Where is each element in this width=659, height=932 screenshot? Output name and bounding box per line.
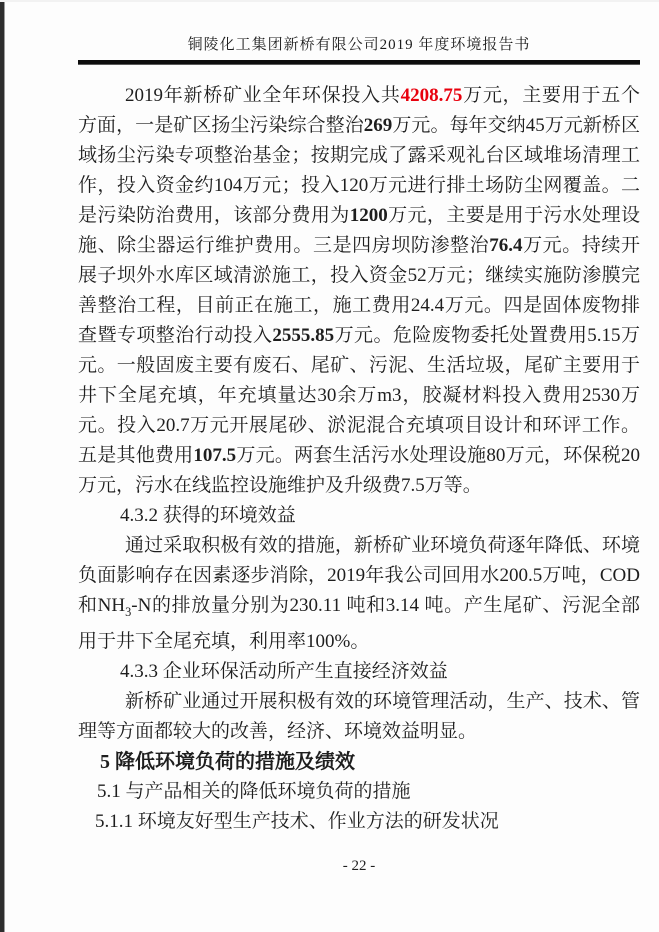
- text-segment: 万元。每年交纳45万元新桥区域扬尘污染专项整治基金；按期完成了露采观礼台区域堆场清理工作，投入资金约104万元；投入120万元进行排土场防尘网覆盖。二是污染防治费用，该部分费用为: [78, 115, 640, 226]
- page-header-title: 铜陵化工集团新桥有限公司2019 年度环境报告书: [187, 37, 531, 53]
- text-segment: 新桥矿业通过开展积极有效的环境管理活动，生产、技术、管理等方面都较大的改善，经济、环境效益明显。: [78, 690, 640, 742]
- text-segment: -N的排放量分别为230.11 吨和3.14 吨。产生尾矿、污泥全部用于井下全尾充填，利用率100%。: [78, 595, 640, 652]
- text-segment: 76.4: [489, 235, 523, 256]
- scan-border-left: [0, 0, 5, 932]
- document-body: [78, 81, 640, 837]
- heading-5-1: 5.1 与产品相关的降低环境负荷的措施: [97, 780, 411, 802]
- para-env-benefit: [78, 531, 640, 657]
- text-segment: 2019年新桥矿业全年环保投入共: [125, 85, 401, 106]
- text-segment: 107.5: [193, 445, 237, 466]
- text-segment: 万元，主要是用于污水处理设施、除尘器运行维护费用。三是四房坝防渗整治: [78, 205, 640, 256]
- text-segment: 万元。两套生活污水处理设施80万元，环保税20万元，污水在线监控设施维护及升级费7.5万等。: [78, 445, 640, 496]
- text-segment: 3: [125, 604, 132, 619]
- heading-5: 5 降低环境负荷的措施及绩效: [100, 750, 355, 773]
- text-segment: 4208.75: [400, 85, 463, 106]
- text-segment: 万元，主要用于五个方面，一是矿区扬尘污染综合整治: [78, 85, 640, 136]
- heading-4-3-2: 4.3.2 获得的环境效益: [120, 505, 296, 526]
- text-segment: 万元。危险废物委托处置费用5.15万元。一般固废主要有废石、尾矿、污泥、生活垃圾，尾矿主要用于井下全尾充填，年充填量达30余万m3，胶凝材料投入费用2530万元。投入20.7万元开展尾砂、淤泥混合充填项目设计和环评工作。五是其他费用: [78, 325, 640, 466]
- page-number: - 22 -: [342, 858, 376, 874]
- para-econ-benefit: [78, 687, 640, 747]
- para-env-investment: [78, 81, 640, 501]
- heading-5-1-1: 5.1.1 环境友好型生产技术、作业方法的研发状况: [95, 810, 499, 832]
- page-content: [78, 0, 640, 837]
- header-rule-divider: [78, 60, 640, 65]
- text-segment: 万元。持续开展子坝外水库区域清淤施工，投入资金52万元；继续实施防渗膜完善整治工程，目前正在施工，施工费用24.4万元。四是固体废物排查暨专项整治行动投入: [78, 235, 640, 346]
- text-segment: 通过采取积极有效的措施，新桥矿业环境负荷逐年降低、环境负面影响存在因素逐步消除，2019年我公司回用水200.5万吨，COD和NH: [78, 535, 640, 616]
- heading-4-3-3: 4.3.3 企业环保活动所产生直接经济效益: [120, 660, 448, 682]
- text-segment: 2555.85: [272, 325, 335, 346]
- text-segment: 269: [363, 115, 393, 136]
- text-segment: 1200: [349, 205, 388, 226]
